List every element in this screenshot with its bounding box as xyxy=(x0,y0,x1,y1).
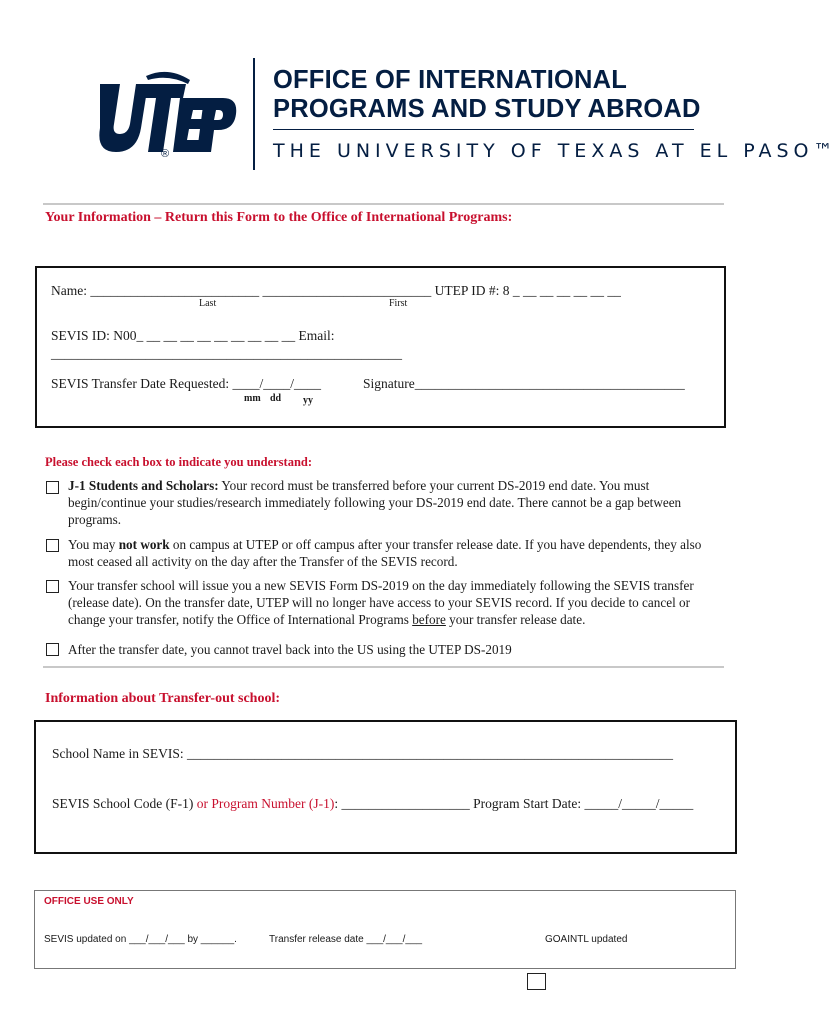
ack-item-3-post: your transfer release date. xyxy=(445,612,586,627)
transfer-release-field[interactable]: Transfer release date ___/___/___ xyxy=(269,934,423,945)
yy-label: yy xyxy=(303,395,313,406)
logo-divider xyxy=(253,58,255,170)
ack-item-2-bold: not work xyxy=(118,537,170,552)
school-code-field[interactable] xyxy=(52,796,693,812)
program-number-label: or Program Number (J-1) xyxy=(196,796,335,811)
registered-mark: ® xyxy=(161,148,170,160)
office-title-line2: PROGRAMS AND STUDY ABROAD xyxy=(273,95,701,123)
ack-item-1-text: Your record must be transferred before your current DS-2019 end date. You must begin/continue your studies/research immediately following your DS-2019 end date. There cannot be a gap between programs. xyxy=(68,478,682,527)
email-field[interactable]: ____________________________________________________ xyxy=(51,346,402,361)
ack-checkbox-4[interactable] xyxy=(46,643,59,656)
ack-item-2-text: on campus at UTEP or off campus after your transfer release date. If you have dependents, they also most ceased all activity on the day after the Transfer of the SEVIS record. xyxy=(68,537,702,569)
school-code-label: SEVIS School Code (F-1) xyxy=(52,796,197,811)
section-divider xyxy=(43,666,724,668)
ack-item-2-pre: You may xyxy=(68,537,119,552)
university-name: THE UNIVERSITY OF TEXAS AT EL PASO™ xyxy=(273,140,837,162)
office-use-heading: OFFICE USE ONLY xyxy=(44,896,134,907)
ack-checkbox-2[interactable] xyxy=(46,539,59,552)
ack-checkbox-1[interactable] xyxy=(46,481,59,494)
first-label: First xyxy=(389,298,408,309)
ack-item-1 xyxy=(68,477,718,528)
header-divider xyxy=(43,203,724,205)
office-use-box xyxy=(34,890,736,969)
title-rule xyxy=(273,129,694,130)
last-label: Last xyxy=(199,298,217,309)
office-title-line1: OFFICE OF INTERNATIONAL xyxy=(273,66,628,94)
transfer-school-box xyxy=(34,720,737,854)
transfer-date-field[interactable]: SEVIS Transfer Date Requested: ____/____/____ xyxy=(51,376,321,391)
ack-item-3-pre: Your transfer school will issue you a new SEVIS Form DS-2019 on the day immediately following the SEVIS transfer (release date). On the transfer date, UTEP will no longer have access to your SEVIS record. If you decide to cancel or change your transfer, notify the Office of International Programs xyxy=(68,578,694,627)
sevis-updated-field[interactable]: SEVIS updated on ___/___/___ by ______. xyxy=(44,934,237,945)
ack-item-3-underline: before xyxy=(412,612,446,627)
ack-item-1-bold: J-1 Students and Scholars: xyxy=(68,478,219,493)
goaintl-checkbox[interactable] xyxy=(527,973,546,990)
sevis-id-field[interactable]: SEVIS ID: N00_ __ __ __ __ __ __ __ __ __ Email: xyxy=(51,328,335,343)
dd-label: dd xyxy=(270,393,282,404)
transfer-school-heading: Information about Transfer-out school: xyxy=(45,691,281,706)
ack-item-3 xyxy=(68,577,718,628)
ack-item-4: After the transfer date, you cannot travel back into the US using the UTEP DS-2019 xyxy=(68,642,512,657)
utep-logo xyxy=(98,62,238,162)
mm-label: mm xyxy=(244,393,261,404)
goaintl-updated-label: GOAINTL updated xyxy=(545,934,628,945)
signature-field[interactable]: Signature________________________________________ xyxy=(363,376,685,391)
ack-checkbox-3[interactable] xyxy=(46,580,59,593)
name-id-field[interactable]: Name: _________________________ _________________________ UTEP ID #: 8 _ __ __ __ __ __ __ xyxy=(51,283,621,298)
your-information-heading: Your Information – Return this Form to the Office of International Programs: xyxy=(45,210,513,225)
student-info-box xyxy=(35,266,726,428)
school-name-field[interactable]: School Name in SEVIS: ________________________________________________________________________ xyxy=(52,746,673,761)
ack-item-2 xyxy=(68,536,718,570)
start-date-label: : ___________________ Program Start Date: _____/_____/_____ xyxy=(334,796,694,811)
acknowledge-heading: Please check each box to indicate you understand: xyxy=(45,455,313,469)
